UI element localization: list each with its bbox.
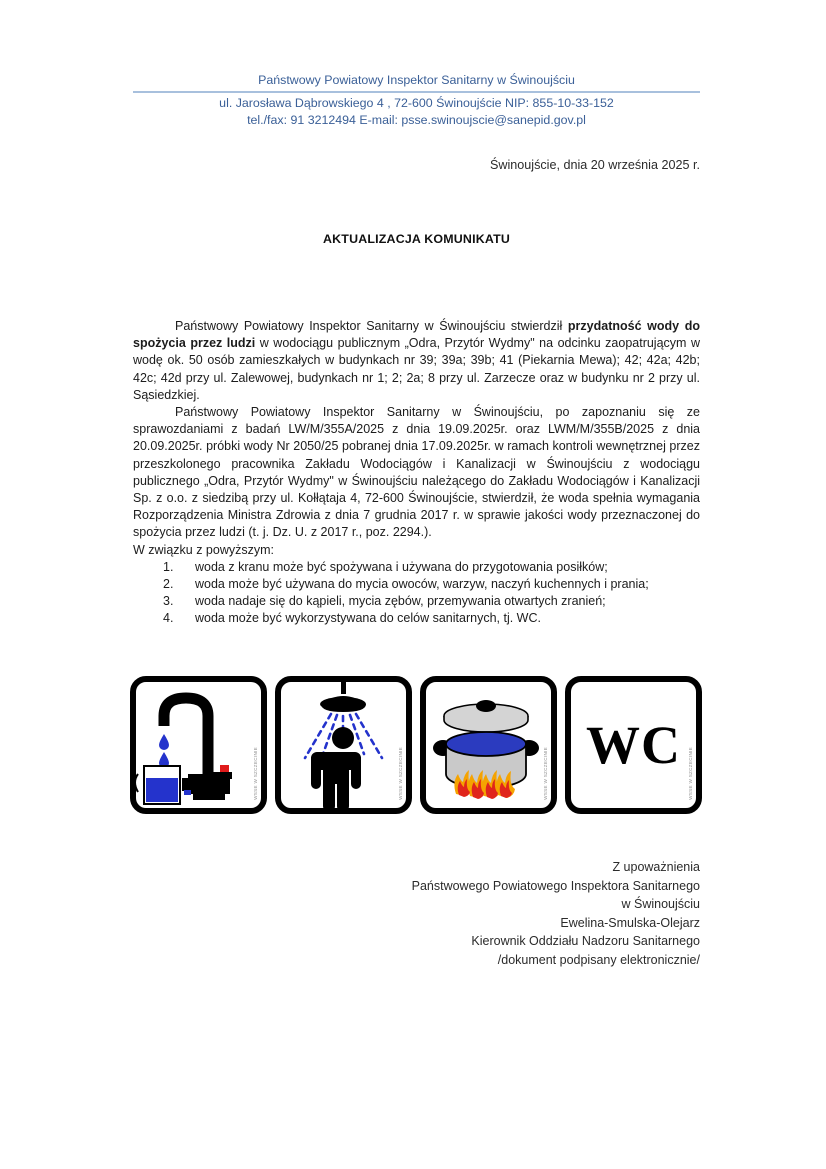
list-item: woda nadaje się do kąpieli, mycia zębów, przemywania otwartych zranień; — [195, 594, 606, 609]
page-title: AKTUALIZACJA KOMUNIKATU — [323, 232, 510, 246]
letterhead-address: ul. Jarosława Dąbrowskiego 4 , 72-600 Świnoujście NIP: 855-10-33-152 — [219, 96, 614, 110]
signature-role: Kierownik Oddziału Nadzoru Sanitarnego — [471, 934, 700, 948]
signature-block — [300, 858, 700, 969]
pictogram-shower — [275, 676, 412, 814]
measures-list — [133, 559, 700, 628]
pictogram-cooking-pot — [420, 676, 557, 814]
pictogram-row — [130, 676, 702, 814]
finding-emphasis: przydatność wody do spożycia przez ludzi — [133, 319, 700, 351]
letterhead-office: Państwowy Powiatowy Inspektor Sanitarny w Świnoujściu — [258, 73, 575, 87]
signature-line: Państwowego Powiatowego Inspektora Sanitarnego — [411, 878, 700, 893]
lead-in-text: W związku z powyższym: — [133, 542, 274, 557]
place-and-date: Świnoujście, dnia 20 września 2025 r. — [489, 158, 700, 172]
list-item: woda może być używana do mycia owoców, warzyw, naczyń kuchennych i prania; — [195, 577, 649, 592]
pictogram-tap-and-glass — [130, 676, 267, 814]
pictogram-watermark: WSSE W SZCZECINIE — [688, 747, 693, 800]
pictogram-wc-sign — [565, 676, 702, 814]
signature-note: /dokument podpisany elektronicznie/ — [497, 952, 700, 967]
shower-icon — [281, 682, 406, 808]
tap-and-glass-icon — [136, 682, 261, 808]
list-item: woda z kranu może być spożywana i używana do przygotowania posiłków; — [195, 559, 608, 574]
signature-line: w Świnoujściu — [621, 897, 700, 911]
finding-text-part2: w wodociągu publicznym „Odra, Przytór Wydmy" na odcinku zaopatrującym w wodę ok. 50 osób zamieszkałych w budynkach nr 39; 39a; 39b; 41 (Piekarnia Mewa); 42; 42a; 42b; 42c; 42d przy ul. Zalewowej, budynkach nr 1; 2; 2a; 8 przy ul. Zarzecze oraz w budynku nr 2 przy ul. Sąsiedzkiej. — [133, 336, 700, 402]
pictogram-watermark: WSSE W SZCZECINIE — [398, 747, 403, 800]
letterhead-divider — [133, 91, 700, 93]
paragraph-finding — [133, 318, 700, 404]
letterhead — [133, 72, 700, 129]
letterhead-contact: tel./fax: 91 3212494 E-mail: psse.swinoujscie@sanepid.gov.pl — [247, 113, 586, 127]
signature-line: Z upoważnienia — [612, 860, 700, 874]
wc-label: WC — [586, 715, 681, 775]
document-body — [133, 318, 700, 628]
finding-text-part1: Państwowy Powiatowy Inspektor Sanitarny w Świnoujściu stwierdził — [175, 319, 568, 333]
list-item: woda może być wykorzystywana do celów sanitarnych, tj. WC. — [195, 611, 541, 626]
pictogram-watermark: WSSE W SZCZECINIE — [253, 747, 258, 800]
pictogram-watermark: WSSE W SZCZECINIE — [543, 747, 548, 800]
cooking-pot-icon — [426, 682, 551, 808]
signature-name: Ewelina-Smulska-Olejarz — [560, 915, 700, 930]
paragraph-basis: Państwowy Powiatowy Inspektor Sanitarny w Świnoujściu, po zapoznaniu się ze sprawozdaniami z badań LW/M/355A/2025 z dnia 19.09.2025r. oraz LWM/M/355B/2025 z dnia 20.09.2025r. próbki wody Nr 2050/25 pobranej dnia 17.09.2025r. w ramach kontroli wewnętrznej przez przeszkolonego pracownika Zakładu Wodociągów i Kanalizacji w Świnoujściu z wodociągu publicznego „Odra, Przytór Wydmy" w Świnoujściu należącego do Zakładu Wodociągów i Kanalizacji Sp. z o.o. z siedzibą przy ul. Kołłątaja 4, 72-600 Świnoujście, stwierdził, że woda spełnia wymagania Rozporządzenia Ministra Zdrowia z dnia 7 grudnia 2017 r. w sprawie jakości wody przeznaczonej do spożycia przez ludzi (t. j. Dz. U. z 2017 r., poz. 2294.). — [133, 405, 700, 540]
